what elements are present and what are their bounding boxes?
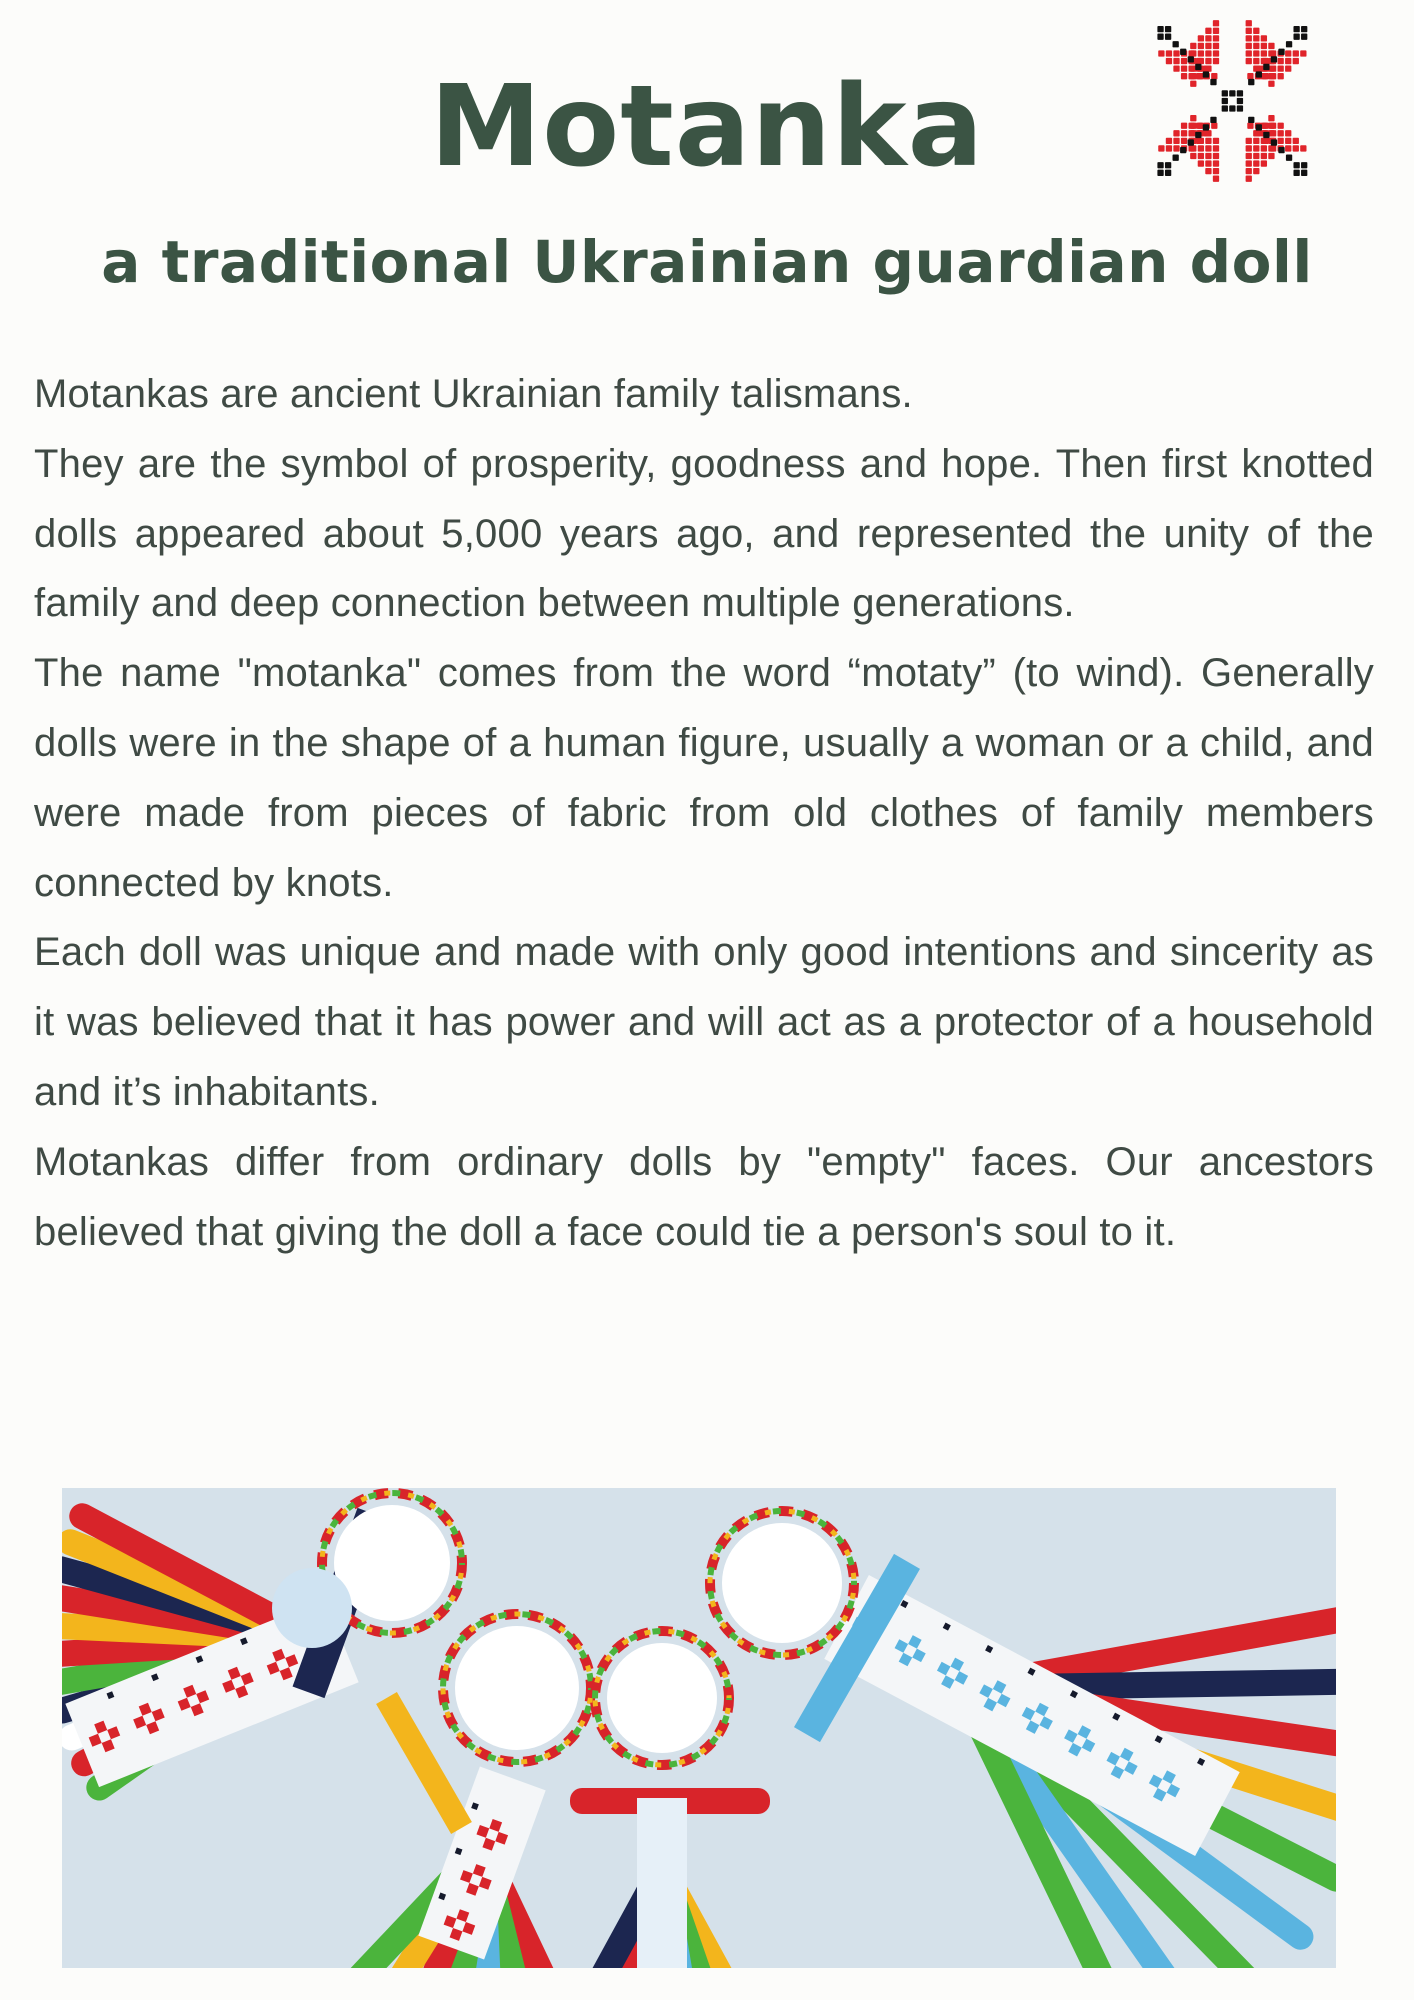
paragraph-empty-faces: Motankas differ from ordinary dolls by "empty" faces. Our ancestors believed that giving the doll a face could tie a person's soul to it.: [34, 1139, 1374, 1254]
ornament-stitch: [1246, 58, 1252, 64]
doll-1-neck: [272, 1568, 352, 1648]
ornament-stitch: [1205, 168, 1211, 174]
ornament-stitch: [1286, 155, 1292, 161]
ornament-stitch: [1188, 50, 1194, 56]
ornament-stitch: [1261, 35, 1267, 41]
ornament-stitch: [1278, 58, 1284, 64]
ornament-stitch: [1248, 117, 1254, 123]
ornament-stitch: [1270, 123, 1276, 129]
ornament-stitch: [1188, 130, 1194, 136]
ornament-stitch: [1203, 124, 1209, 130]
ornament-stitch: [1210, 117, 1216, 123]
doll-2-head-face: [455, 1626, 579, 1750]
ornament-stitch: [1262, 123, 1268, 129]
ornament-stitch: [1188, 123, 1194, 129]
ornament-stitch: [1196, 73, 1202, 79]
ornament-stitch: [1181, 65, 1187, 71]
ornament-stitch: [1213, 176, 1219, 182]
ornament-stitch: [1205, 153, 1211, 159]
ornament-stitch: [1237, 105, 1243, 111]
ornament-stitch: [1205, 28, 1211, 34]
ornament-stitch: [1222, 90, 1228, 96]
ornament-stitch: [1188, 145, 1194, 151]
ornament-stitch: [1268, 81, 1274, 87]
ornament-stitch: [1198, 160, 1204, 166]
ornament-stitch: [1246, 153, 1252, 159]
ornament-stitch: [1293, 50, 1299, 56]
ornament-stitch: [1253, 58, 1259, 64]
ornament-stitch: [1157, 170, 1163, 176]
ornament-stitch: [1165, 162, 1171, 168]
body-text: [34, 360, 1374, 1267]
ornament-stitch: [1261, 153, 1267, 159]
ornament-stitch: [1188, 73, 1194, 79]
ornament-stitch: [1278, 65, 1284, 71]
ornament-stitch: [1278, 49, 1284, 55]
ornament-stitch: [1247, 123, 1253, 129]
ornament-stitch: [1278, 73, 1284, 79]
ornament-stitch: [1253, 153, 1259, 159]
ornament-stitch: [1253, 145, 1259, 151]
ornament-stitch: [1278, 147, 1284, 153]
ornament-stitch: [1246, 145, 1252, 151]
ornament-stitch: [1246, 28, 1252, 34]
ornament-stitch: [1166, 58, 1172, 64]
ornament-stitch: [1293, 162, 1299, 168]
ornament-stitch: [1278, 123, 1284, 129]
ornament-stitch: [1268, 153, 1274, 159]
ornament-stitch: [1263, 64, 1269, 70]
ornament-stitch: [1204, 65, 1210, 71]
ornament-stitch: [1181, 130, 1187, 136]
ornament-stitch: [1253, 35, 1259, 41]
ornament-stitch: [1213, 58, 1219, 64]
ornament-stitch: [1157, 34, 1163, 40]
ornament-stitch: [1166, 50, 1172, 56]
doll-3-head-face: [607, 1643, 717, 1753]
ornament-stitch: [1195, 64, 1201, 70]
ornament-stitch: [1237, 90, 1243, 96]
ornament-stitch: [1263, 132, 1269, 138]
ornament-stitch: [1268, 43, 1274, 49]
ornament-stitch: [1173, 65, 1179, 71]
ornament-stitch: [1246, 160, 1252, 166]
ornament-stitch: [1255, 130, 1261, 136]
ornament-stitch: [1300, 50, 1306, 56]
ornament-stitch: [1198, 50, 1204, 56]
ornament-stitch: [1205, 50, 1211, 56]
ornament-stitch: [1301, 162, 1307, 168]
ornament-stitch: [1188, 56, 1194, 62]
ornament-stitch: [1270, 73, 1276, 79]
ornament-stitch: [1253, 160, 1259, 166]
ornament-stitch: [1213, 50, 1219, 56]
ornament-stitch: [1270, 145, 1276, 151]
ornament-stitch: [1285, 65, 1291, 71]
ornament-stitch: [1190, 43, 1196, 49]
page-title: Motanka: [429, 62, 985, 192]
ornament-stitch: [1253, 138, 1259, 144]
ornament-stitch: [1165, 26, 1171, 32]
ornament-stitch: [1180, 49, 1186, 55]
ornament-stitch: [1270, 130, 1276, 136]
ornament-stitch: [1293, 34, 1299, 40]
ornament-stitch: [1157, 26, 1163, 32]
ornament-stitch: [1213, 28, 1219, 34]
ornament-stitch: [1190, 81, 1196, 87]
ornament-stitch: [1253, 168, 1259, 174]
ornament-stitch: [1205, 58, 1211, 64]
ornament-stitch: [1293, 26, 1299, 32]
ornament-stitch: [1181, 58, 1187, 64]
ornament-stitch: [1181, 123, 1187, 129]
paragraph-intro: Motankas are ancient Ukrainian family talismans.: [34, 372, 913, 416]
ornament-stitch: [1203, 71, 1209, 77]
ornament-stitch: [1261, 160, 1267, 166]
ornament-stitch: [1213, 145, 1219, 151]
ornament-stitch: [1205, 43, 1211, 49]
ornament-stitch: [1213, 153, 1219, 159]
ornament-stitch: [1261, 50, 1267, 56]
ornament-stitch: [1256, 124, 1262, 130]
ornament-stitch: [1285, 145, 1291, 151]
ornament-stitch: [1198, 145, 1204, 151]
ornament-stitch: [1173, 58, 1179, 64]
ornament-stitch: [1158, 50, 1164, 56]
ornament-stitch: [1166, 138, 1172, 144]
ornament-stitch: [1293, 58, 1299, 64]
ornament-stitch: [1188, 139, 1194, 145]
ornament-stitch: [1180, 147, 1186, 153]
ornament-stitch: [1165, 34, 1171, 40]
ornament-stitch: [1278, 138, 1284, 144]
ornament-stitch: [1285, 50, 1291, 56]
ornament-stitch: [1247, 73, 1253, 79]
ornament-stitch: [1301, 34, 1307, 40]
ornament-stitch: [1285, 130, 1291, 136]
ornament-stitch: [1262, 58, 1268, 64]
ornament-stitch: [1293, 138, 1299, 144]
ornament-stitch: [1293, 145, 1299, 151]
ornament-stitch: [1213, 35, 1219, 41]
ornament-stitch: [1173, 155, 1179, 161]
ornament-stitch: [1213, 20, 1219, 26]
ornament-stitch: [1253, 43, 1259, 49]
ornament-stitch: [1261, 145, 1267, 151]
ornament-stitch: [1173, 130, 1179, 136]
ornament-stitch: [1173, 138, 1179, 144]
ornament-stitch: [1253, 50, 1259, 56]
motanka-dolls-photo: [62, 1488, 1336, 1968]
ornament-stitch: [1190, 115, 1196, 121]
ornament-stitch: [1173, 41, 1179, 47]
ornament-stitch: [1262, 73, 1268, 79]
ornament-stitch: [1211, 123, 1217, 129]
doll-4-head-face: [722, 1523, 842, 1643]
ornament-stitch: [1246, 43, 1252, 49]
ornament-stitch: [1261, 43, 1267, 49]
ornament-stitch: [1196, 138, 1202, 144]
ornament-stitch: [1293, 170, 1299, 176]
page-subtitle: a traditional Ukrainian guardian doll: [101, 228, 1313, 296]
ornament-stitch: [1205, 160, 1211, 166]
ornament-stitch: [1255, 65, 1261, 71]
paragraph-name-origin: The name "motanka" comes from the word “motaty” (to wind). Generally dolls were in the shape of a human figure, usually a woman or a child, and were made from pieces of fabric from old clothes of family members connected by knots.: [34, 651, 1374, 905]
ornament-stitch: [1190, 153, 1196, 159]
ornament-stitch: [1165, 170, 1171, 176]
ornament-stitch: [1158, 145, 1164, 151]
ornament-stitch: [1278, 130, 1284, 136]
ornament-stitch: [1213, 43, 1219, 49]
ornament-stitch: [1246, 176, 1252, 182]
ornament-stitch: [1268, 115, 1274, 121]
ornament-stitch: [1181, 73, 1187, 79]
ornament-stitch: [1256, 71, 1262, 77]
ornament-stitch: [1188, 65, 1194, 71]
ornament-stitch: [1270, 50, 1276, 56]
ornament-stitch: [1285, 58, 1291, 64]
ornament-stitch: [1246, 35, 1252, 41]
ornament-stitch: [1271, 56, 1277, 62]
ornament-stitch: [1213, 168, 1219, 174]
ornament-stitch: [1285, 138, 1291, 144]
ornament-stitch: [1246, 50, 1252, 56]
ornament-stitch: [1210, 79, 1216, 85]
ornament-stitch: [1213, 160, 1219, 166]
ornament-stitch: [1270, 65, 1276, 71]
ornament-stitch: [1196, 123, 1202, 129]
ornament-stitch: [1173, 50, 1179, 56]
ornament-stitch: [1300, 145, 1306, 151]
ornament-stitch: [1198, 153, 1204, 159]
ornament-stitch: [1222, 98, 1228, 104]
ornament-stitch: [1204, 130, 1210, 136]
ornament-stitch: [1286, 41, 1292, 47]
ornament-stitch: [1196, 58, 1202, 64]
ornament-stitch: [1205, 145, 1211, 151]
ornament-stitch: [1271, 139, 1277, 145]
ornament-stitch: [1205, 35, 1211, 41]
ornament-stitch: [1301, 170, 1307, 176]
ornament-stitch: [1246, 168, 1252, 174]
ornament-stitch: [1237, 98, 1243, 104]
ornament-stitch: [1246, 138, 1252, 144]
ornament-stitch: [1229, 105, 1235, 111]
ornament-stitch: [1301, 26, 1307, 32]
ukrainian-embroidery-star-icon: [1128, 12, 1338, 208]
ornament-stitch: [1262, 138, 1268, 144]
ornament-stitch: [1205, 138, 1211, 144]
ornament-stitch: [1198, 35, 1204, 41]
ornament-stitch: [1198, 43, 1204, 49]
ornament-stitch: [1222, 105, 1228, 111]
paragraph-uniqueness: Each doll was unique and made with only good intentions and sincerity as it was believed that it has power and will act as a protector of a household and it’s inhabitants.: [34, 930, 1374, 1114]
ornament-stitch: [1173, 145, 1179, 151]
ornament-stitch: [1248, 79, 1254, 85]
ornament-stitch: [1157, 162, 1163, 168]
ornament-stitch: [1211, 73, 1217, 79]
ornament-stitch: [1213, 138, 1219, 144]
ornament-stitch: [1166, 145, 1172, 151]
ornament-stitch: [1181, 138, 1187, 144]
paragraph-history: They are the symbol of prosperity, goodness and hope. Then first knotted dolls appeared about 5,000 years ago, and represented the unity of the family and deep connection between multiple generations.: [34, 441, 1374, 626]
ornament-stitch: [1229, 90, 1235, 96]
doll-3-dress: [637, 1798, 687, 1968]
ornament-stitch: [1246, 20, 1252, 26]
ornament-stitch: [1195, 132, 1201, 138]
ornament-stitch: [1253, 28, 1259, 34]
